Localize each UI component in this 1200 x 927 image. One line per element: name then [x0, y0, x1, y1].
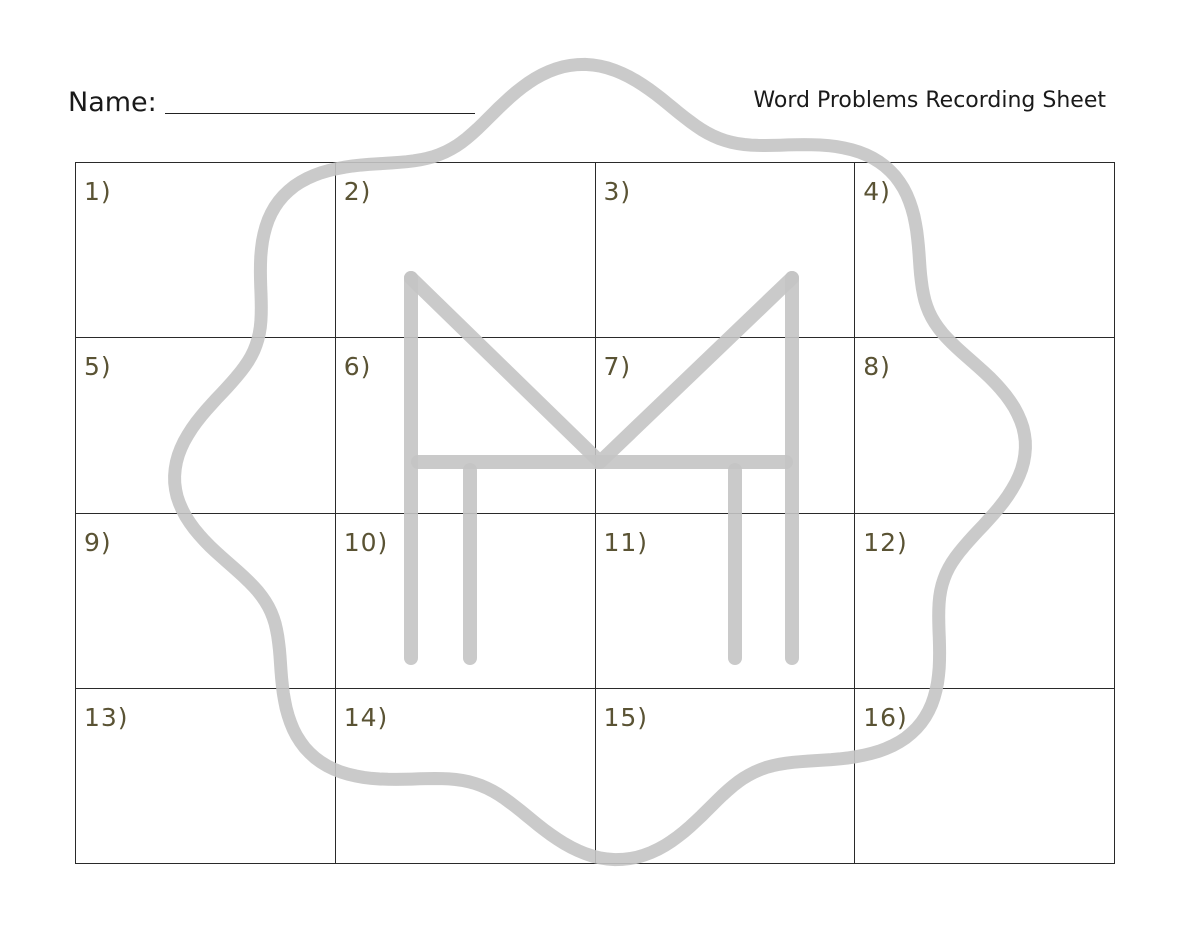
problem-number: 1) [84, 177, 112, 206]
answer-cell[interactable] [596, 689, 856, 864]
answer-cell[interactable] [855, 689, 1115, 864]
answer-cell[interactable] [336, 689, 596, 864]
problem-number: 9) [84, 527, 112, 557]
problem-number: 4) [863, 177, 891, 206]
name-write-line[interactable] [165, 113, 475, 114]
answer-cell[interactable] [596, 338, 856, 513]
answer-cell[interactable] [336, 163, 596, 338]
problem-number: 13) [84, 702, 129, 732]
problem-number: 6) [343, 352, 372, 382]
answer-cell[interactable] [596, 163, 856, 338]
answer-cell[interactable] [76, 163, 336, 338]
answer-cell[interactable] [336, 338, 596, 513]
problem-number: 15) [603, 702, 649, 732]
answer-cell[interactable] [336, 514, 596, 689]
problem-number: 12) [863, 527, 908, 557]
problem-number: 8) [863, 352, 891, 382]
problem-number: 5) [84, 352, 112, 382]
answer-cell[interactable] [76, 514, 336, 689]
name-label: Name: [68, 87, 157, 118]
answer-cell[interactable] [855, 514, 1115, 689]
problem-number: 7) [603, 352, 632, 382]
answer-cell[interactable] [855, 163, 1115, 338]
problem-number: 14) [343, 702, 389, 732]
answer-cell[interactable] [855, 338, 1115, 513]
answer-cell[interactable] [76, 689, 336, 864]
sheet-header [68, 78, 1106, 118]
problem-number: 16) [863, 702, 908, 732]
name-field-group [68, 88, 475, 118]
sheet-title: Word Problems Recording Sheet [753, 88, 1106, 113]
answer-cell[interactable] [76, 338, 336, 513]
answer-cell[interactable] [596, 514, 856, 689]
problem-number: 10) [343, 527, 389, 557]
problem-number: 11) [603, 527, 649, 557]
problem-number: 3) [603, 177, 632, 206]
problem-number: 2) [343, 177, 372, 206]
recording-grid [75, 162, 1115, 864]
